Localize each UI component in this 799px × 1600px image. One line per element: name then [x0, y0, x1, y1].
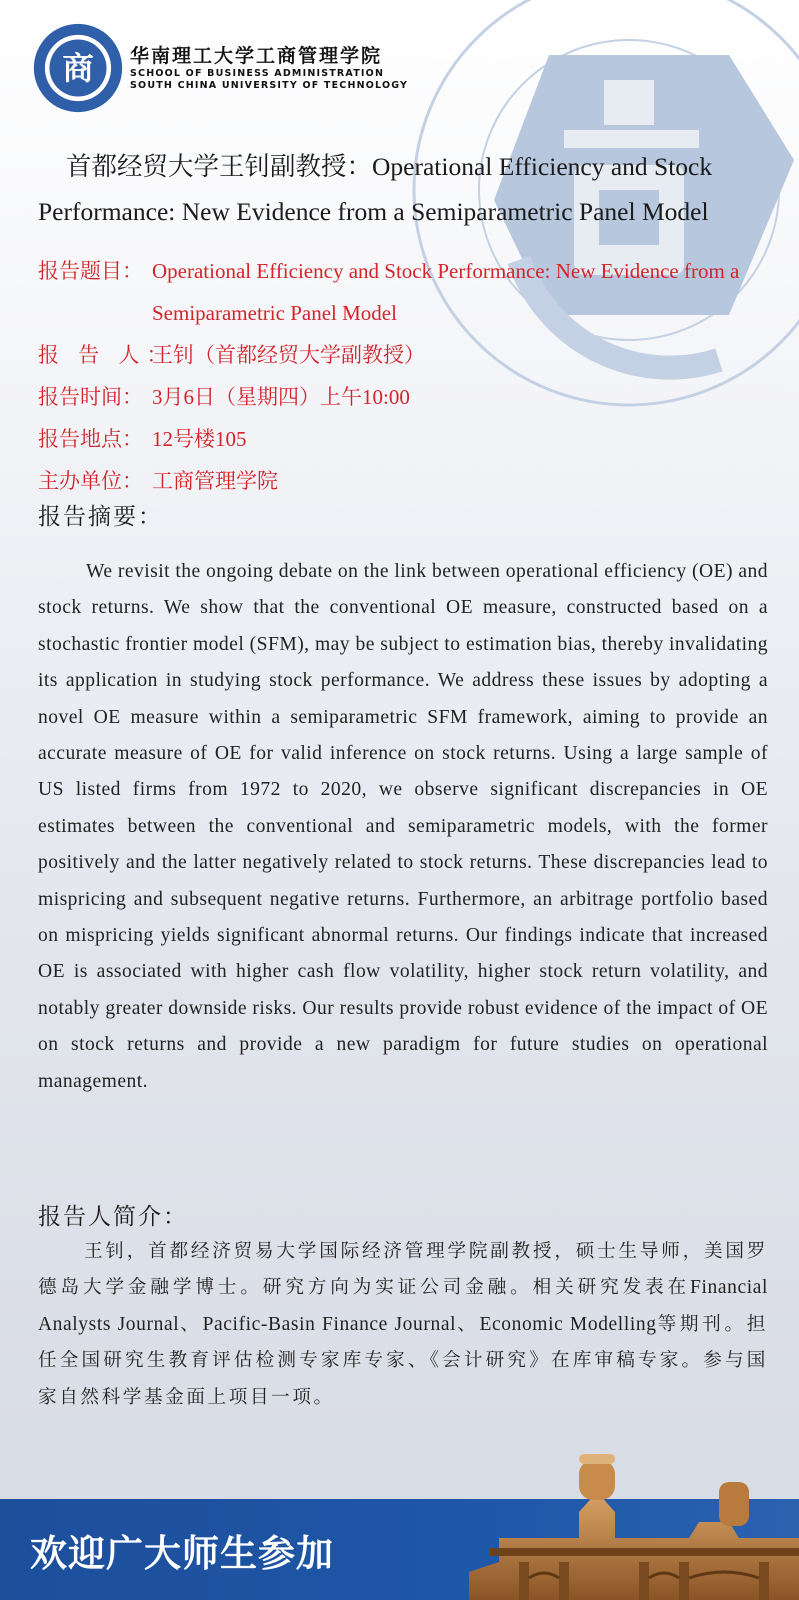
bio-journal3: Economic Modelling [479, 1313, 657, 1335]
abstract-heading: 报告摘要： [38, 504, 163, 530]
bio-text [38, 1234, 768, 1416]
welcome-banner-text: 欢迎广大师生参加 [30, 1532, 334, 1575]
info-row-speaker [38, 334, 758, 376]
host-value: 工商管理学院 [152, 469, 278, 493]
abstract-text: We revisit the ongoing debate on the link between operational efficiency (OE) and stock returns. We show that the conventional OE measure, constructed based on a stochastic frontier model (SFM), may be subject to estimation bias, thereby invalidating its application in studying stock performance. We address these issues by adopting a novel OE measure within a semiparametric SFM framework, aiming to provide an accurate measure of OE for valid inference on stock returns. Using a large sample of US listed firms from 1972 to 2020, we observe significant discrepancies in OE estimates between the conventional and semiparametric models, with the former positively and the latter negatively related to stock returns. These discrepancies lead to mispricing and subsequent negative returns. Furthermore, an arbitrage portfolio based on mispricing yields significant abnormal returns. Our findings indicate that increased OE is associated with higher cash flow volatility, higher stock return volatility, and notably greater downside risks. Our results provide robust evidence of the impact of OE on stock returns and provide a new paradigm for future studies on operational management. [38, 561, 768, 1092]
university-seal-logo [32, 22, 124, 114]
school-name-en: SCHOOL OF BUSINESS ADMINISTRATION [130, 68, 385, 79]
bio-journal2: Pacific-Basin Finance Journal [202, 1313, 457, 1335]
time-label: 报告时间： [38, 385, 143, 409]
info-row-topic [38, 250, 758, 334]
info-row-time [38, 376, 758, 418]
bio-part1: 王钊，首都经济贸易大学国际经济管理学院副教授，硕士生导师，美国罗德岛大学金融学博士。研究方向为实证公司金融。相关研究发表在 [38, 1241, 768, 1299]
lecture-info [38, 250, 758, 502]
university-name-cn: 华南理工大学 [130, 45, 257, 67]
header [32, 22, 408, 114]
speaker-value: 王钊（首都经贸大学副教授） [152, 343, 425, 367]
brand-block [130, 44, 408, 92]
university-name-en: SOUTH CHINA UNIVERSITY OF TECHNOLOGY [130, 80, 409, 91]
bio-part2: 等期刊。担任全国研究生教育评估检测专家库专家、《会计研究》在库审稿专家。参与国家自然科学基金面上项目一项。 [38, 1313, 768, 1408]
place-value: 12号楼105 [152, 427, 247, 451]
topic-value: Operational Efficiency and Stock Performance: New Evidence from a Semiparametric Panel Model [152, 259, 740, 325]
seal-char: 商 [62, 51, 94, 88]
bio-journal1: Financial Analysts Journal [38, 1277, 768, 1335]
dept-name-cn: 工商管理学院 [256, 45, 383, 67]
bio-heading: 报告人简介： [38, 1204, 188, 1230]
host-label: 主办单位： [38, 469, 143, 493]
palace-architecture-image [429, 1452, 799, 1600]
bio-sep2: 、 [456, 1313, 480, 1335]
bio-sep1: 、 [179, 1313, 203, 1335]
time-value: 3月6日（星期四）上午10:00 [152, 385, 410, 409]
info-row-host [38, 460, 758, 502]
page-title: 首都经贸大学王钊副教授：Operational Efficiency and Stock Performance: New Evidence from a Semiparametric Panel Model [38, 152, 713, 226]
place-label: 报告地点： [38, 427, 143, 451]
speaker-label: 报 告 人： [38, 343, 175, 367]
info-row-place [38, 418, 758, 460]
topic-label: 报告题目： [38, 259, 143, 283]
